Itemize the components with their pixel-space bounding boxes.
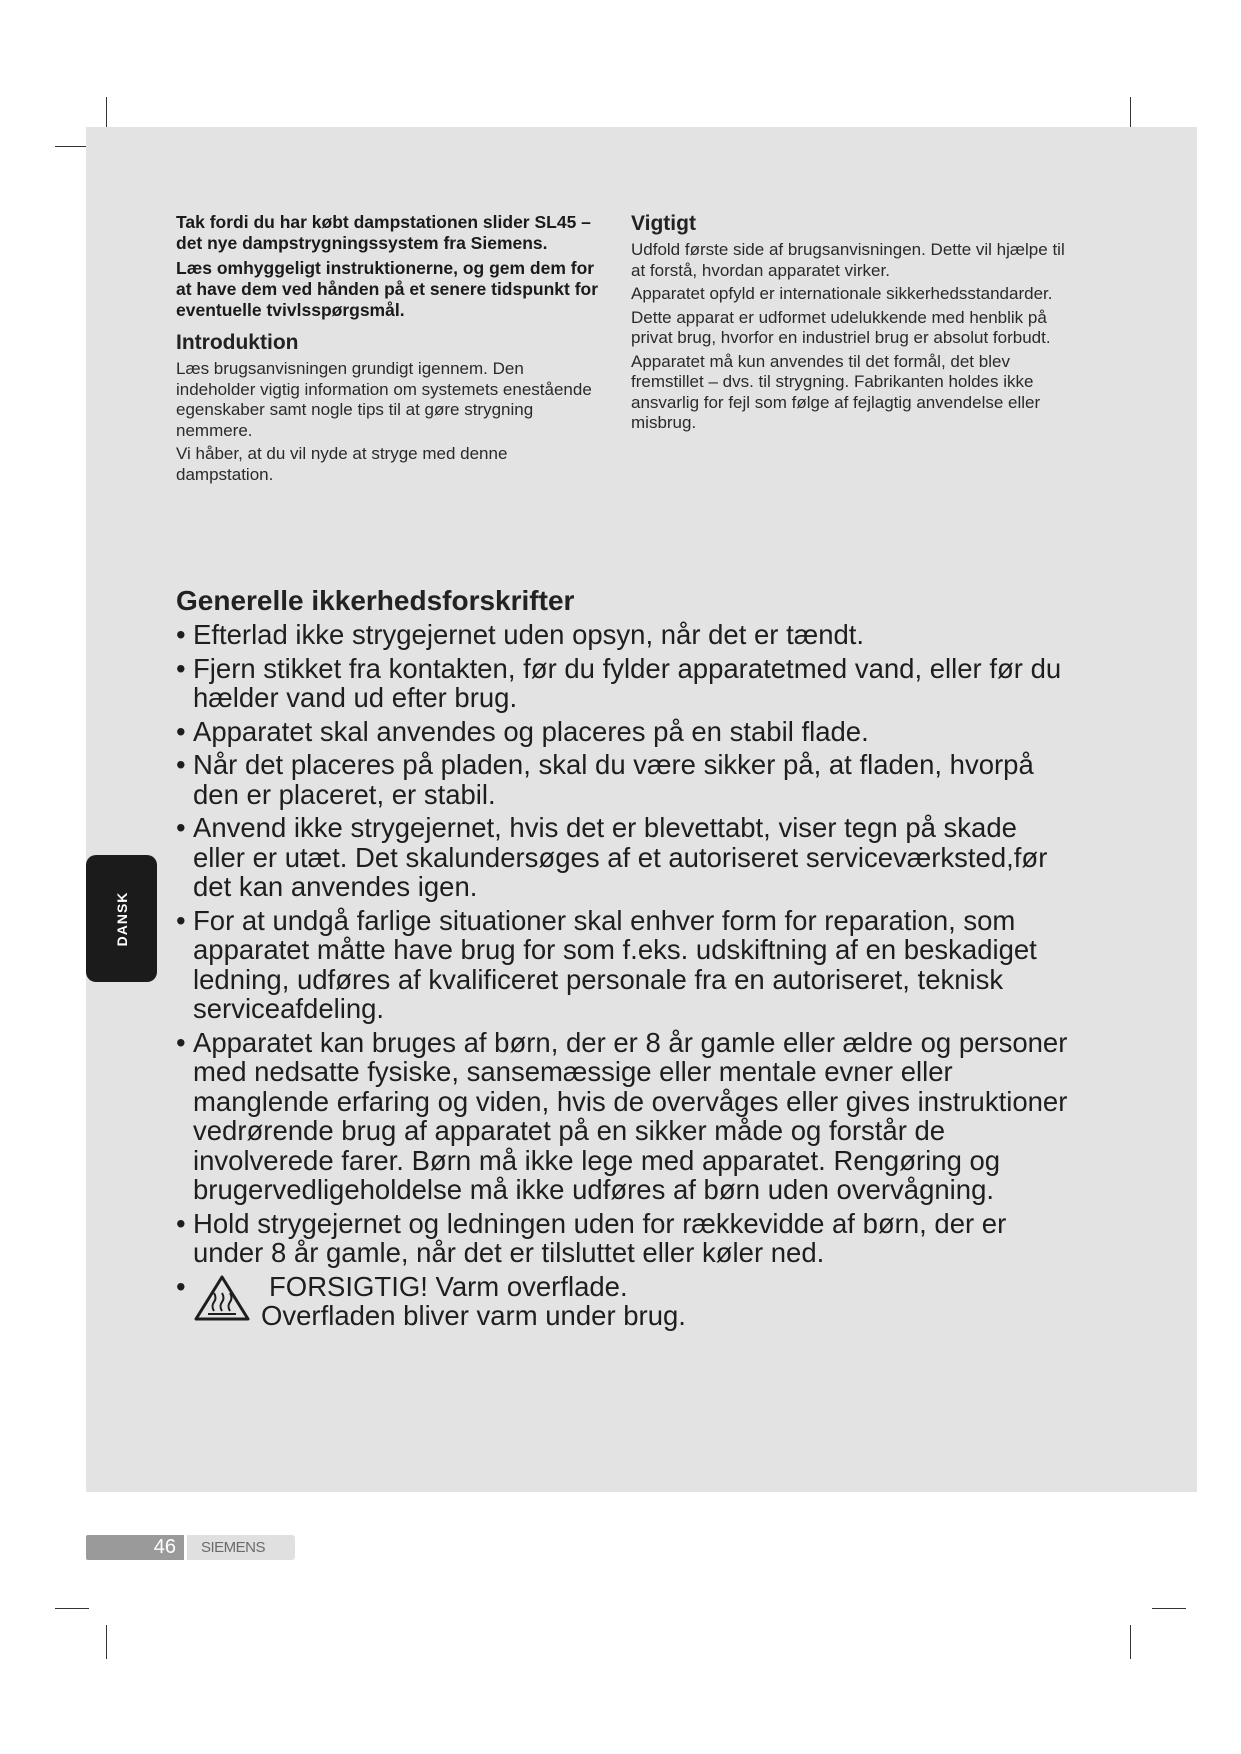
crop-mark-bottom-right-vertical [1130,1625,1131,1659]
bullet-dot: • [176,812,186,843]
safety-item-text: Efterlad ikke strygejernet uden opsyn, når det er tændt. [193,619,865,650]
warning-row [193,1272,1076,1331]
warning-title: FORSIGTIG! Varm overflade. [269,1270,628,1302]
read-carefully-text: Læs omhyggeligt instruktionerne, og gem dem for at have dem ved hånden på et senere tidspunkt for eventuelle tvivlsspørgsmål. [176,258,599,320]
crop-mark-top-right-vertical [1130,97,1131,131]
safety-item [176,620,1076,650]
safety-item-text: For at undgå farlige situationer skal enhver form for reparation, som apparatet måtte have brug for som f.eks. udskiftning af en beskadiget ledning, udføres af kvalificeret personale fra en autoriseret, teknisk serviceafdeling. [193,904,1037,1024]
hot-surface-warning-icon [193,1274,251,1322]
language-tab-label: DANSK [113,891,130,946]
safety-item [176,1028,1076,1205]
intro-left-column [176,212,606,488]
bullet-dot: • [176,749,186,780]
safety-list [176,620,1076,1331]
page-footer [86,1535,295,1560]
intro-right-column [631,212,1071,437]
safety-item [176,906,1076,1024]
bullet-dot: • [176,1270,186,1302]
bullet-dot: • [176,904,186,936]
bullet-dot: • [176,652,186,684]
crop-mark-bottom-left-horizontal [55,1608,89,1609]
safety-item-text: Apparatet skal anvendes og placeres på en stabil flade. [193,715,869,747]
bullet-dot: • [176,715,186,747]
important-paragraph: Dette apparat er udformet udelukkende med henblik på privat brug, hvorfor en industriel brug er absolut forbudt. [631,307,1051,347]
language-tab [86,855,157,982]
safety-item [176,813,1076,902]
intro-paragraph: Læs brugsanvisningen grundigt igennem. Den indeholder vigtig information om systemets enestående egenskaber samt nogle tips til at gøre strygning nemmere. [176,359,592,440]
safety-item [176,717,1076,747]
crop-mark-top-left-horizontal [55,146,89,147]
safety-section [176,584,1076,1335]
brand-label: SIEMENS [187,1535,295,1560]
safety-item [176,1209,1076,1268]
crop-mark-bottom-left-vertical [106,1625,107,1659]
safety-item-text: Når det placeres på pladen, skal du være sikker på, at fladen, hvorpå den er placeret, er stabil. [193,749,1034,810]
safety-warning-item [176,1272,1076,1331]
page-number: 46 [86,1535,184,1560]
safety-item-text: Anvend ikke strygejernet, hvis det er blevettabt, viser tegn på skade eller er utæt. Det skalundersøges af et autoriseret serviceværksted,før det kan anvendes igen. [193,812,1048,902]
safety-title: Generelle ikkerhedsforskrifter [176,585,575,616]
warning-description: Overfladen bliver varm under brug. [261,1300,686,1331]
important-paragraph: Apparatet opfyld er internationale sikkerhedsstandarder. [631,284,1053,303]
important-paragraph: Udfold første side af brugsanvisningen. Dette vil hjælpe til at forstå, hvordan apparatet virker. [631,240,1065,280]
crop-mark-top-left-vertical [106,97,107,131]
warning-text [261,1272,686,1331]
bullet-dot: • [176,619,186,650]
safety-item [176,654,1076,713]
important-paragraph: Apparatet må kun anvendes til det formål, det blev fremstillet – dvs. til strygning. Fabrikanten holdes ikke ansvarlig for fejl som følge af fejlagtig anvendelse eller misbrug. [631,351,1041,432]
intro-paragraph: Vi håber, at du vil nyde at stryge med denne dampstation. [176,444,508,484]
safety-item-text: Hold strygejernet og ledningen uden for rækkevidde af børn, der er under 8 år gamle, når det er tilsluttet eller køler ned. [193,1207,1007,1268]
thanks-text: Tak fordi du har købt dampstationen slider SL45 – det nye dampstrygningssystem fra Siemens. [176,212,591,253]
important-heading: Vigtigt [631,212,696,235]
safety-item [176,750,1076,809]
introduction-heading: Introduktion [176,331,299,354]
bullet-dot: • [176,1207,186,1239]
safety-item-text: Apparatet kan bruges af børn, der er 8 år gamle eller ældre og personer med nedsatte fysiske, sansemæssige eller mentale evner eller manglende erfaring og viden, hvis de overvåges eller gives instruktioner vedrørende brug af apparatet på en sikker måde og forstår de involverede farer. Børn må ikke lege med apparatet. Rengøring og brugervedligeholdelse må ikke udføres af børn uden overvågning. [193,1026,1068,1205]
crop-mark-bottom-right-horizontal [1152,1608,1186,1609]
safety-item-text: Fjern stikket fra kontakten, før du fylder apparatetmed vand, eller før du hælder vand ud efter brug. [193,652,1062,713]
bullet-dot: • [176,1026,186,1058]
